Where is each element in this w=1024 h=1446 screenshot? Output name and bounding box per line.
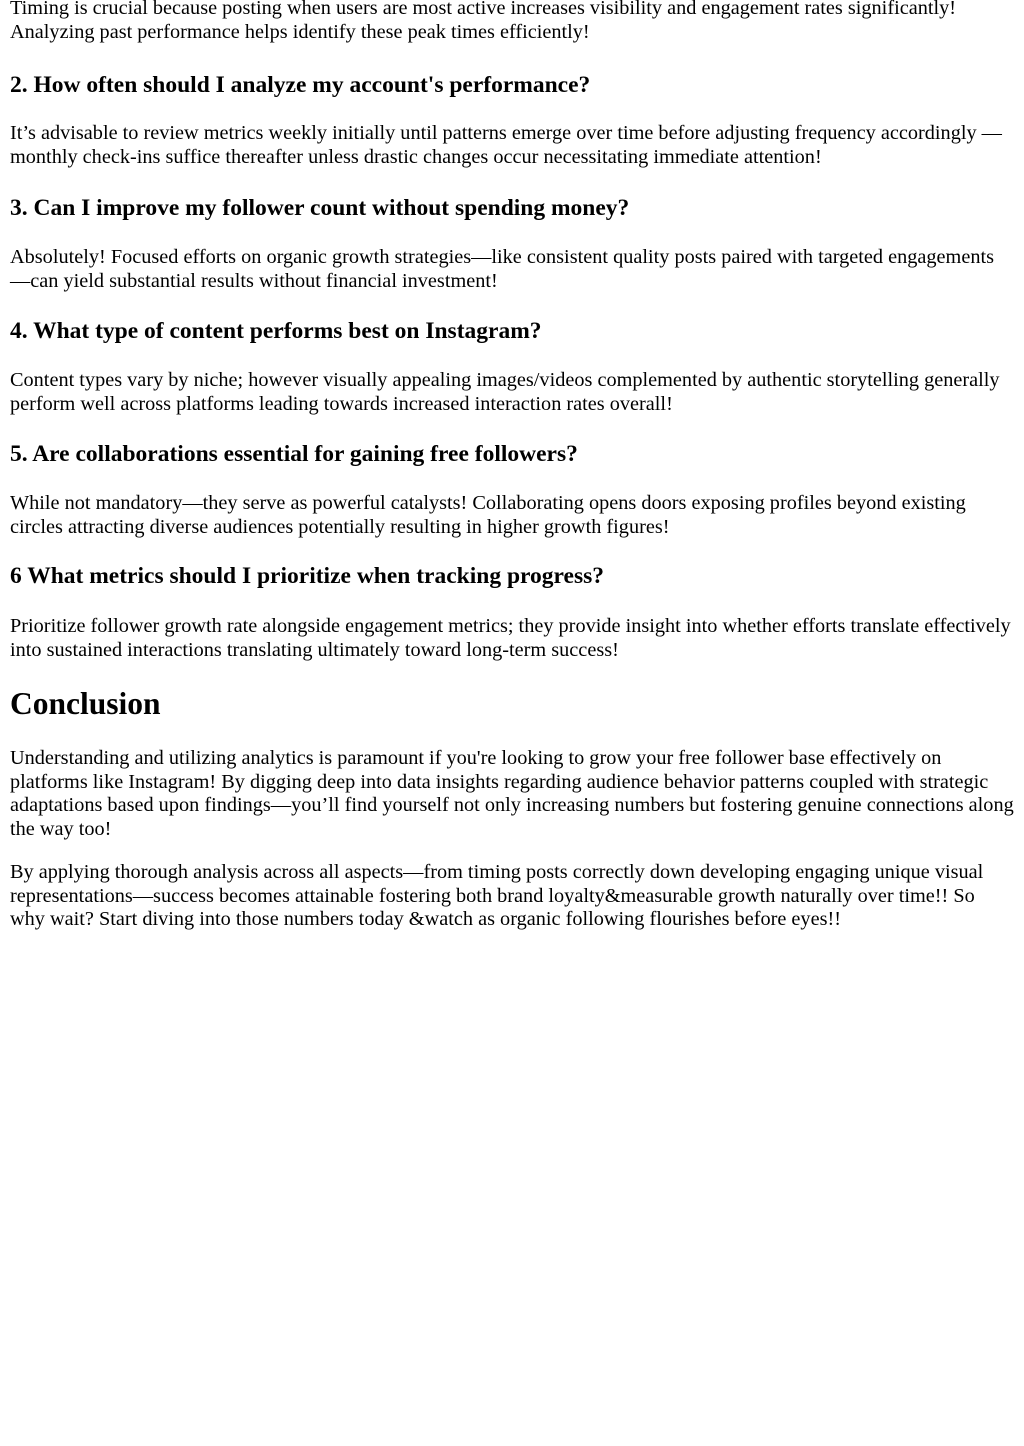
faq-question: 5. Are collaborations essential for gaining free followers? (10, 441, 578, 467)
intro-section (10, 0, 1014, 47)
faq-item (10, 615, 1014, 662)
conclusion-paragraph: Understanding and utilizing analytics is paramount if you're looking to grow your free follower base effectively on platforms like Instagram! By digging deep into data insights regarding audience behavior patterns coupled with strategic adaptations based upon findings—you’ll find yourself not only increasing numbers but fostering genuine connections along the way too! (10, 747, 1014, 840)
faq-answer: It’s advisable to review metrics weekly initially until patterns emerge over time before adjusting frequency accordingly —monthly check-ins suffice thereafter unless drastic changes occur necessitating immediate attention! (10, 122, 1002, 168)
faq-answer: Content types vary by niche; however visually appealing images/videos complemented by authentic storytelling generally perform well across platforms leading towards increased interaction rates overall! (10, 369, 1000, 415)
conclusion-section (10, 861, 1014, 932)
faq-question: 2. How often should I analyze my account's performance? (10, 72, 591, 98)
faq-question: 3. Can I improve my follower count without spending money? (10, 195, 630, 221)
faq-item (10, 492, 1014, 539)
faq-item (10, 246, 1014, 293)
faq-item (10, 122, 1014, 169)
conclusion-section (10, 747, 1014, 841)
conclusion-title: Conclusion (10, 686, 161, 721)
faq-answer: While not mandatory—they serve as powerful catalysts! Collaborating opens doors exposing profiles beyond existing circles attracting diverse audiences potentially resulting in higher growth figures! (10, 492, 966, 538)
faq-question: 4. What type of content performs best on Instagram? (10, 318, 542, 344)
conclusion-paragraph: By applying thorough analysis across all aspects—from timing posts correctly down developing engaging unique visual representations—success becomes attainable fostering both brand loyalty&measurable growth naturally over time!! So why wait? Start diving into those numbers today &watch as organic following flourishes before eyes!! (10, 861, 984, 930)
faq-item (10, 369, 1014, 416)
faq-answer: Absolutely! Focused efforts on organic growth strategies—like consistent quality posts paired with targeted engagements —can yield substantial results without financial investment! (10, 246, 994, 292)
faq-item (10, 440, 1014, 468)
faq-answer: Prioritize follower growth rate alongside engagement metrics; they provide insight into whether efforts translate effectively into sustained interactions translating ultimately toward long-term success! (10, 615, 1011, 661)
faq-item (10, 71, 1014, 99)
faq-item (10, 317, 1014, 345)
intro-paragraph: Timing is crucial because posting when users are most active increases visibility and engagement rates significantly! Analyzing past performance helps identify these peak times efficiently! (10, 0, 957, 43)
faq-item (10, 194, 1014, 222)
faq-item (10, 562, 1014, 590)
conclusion-section (10, 686, 1014, 722)
faq-question: 6 What metrics should I prioritize when tracking progress? (10, 563, 605, 589)
